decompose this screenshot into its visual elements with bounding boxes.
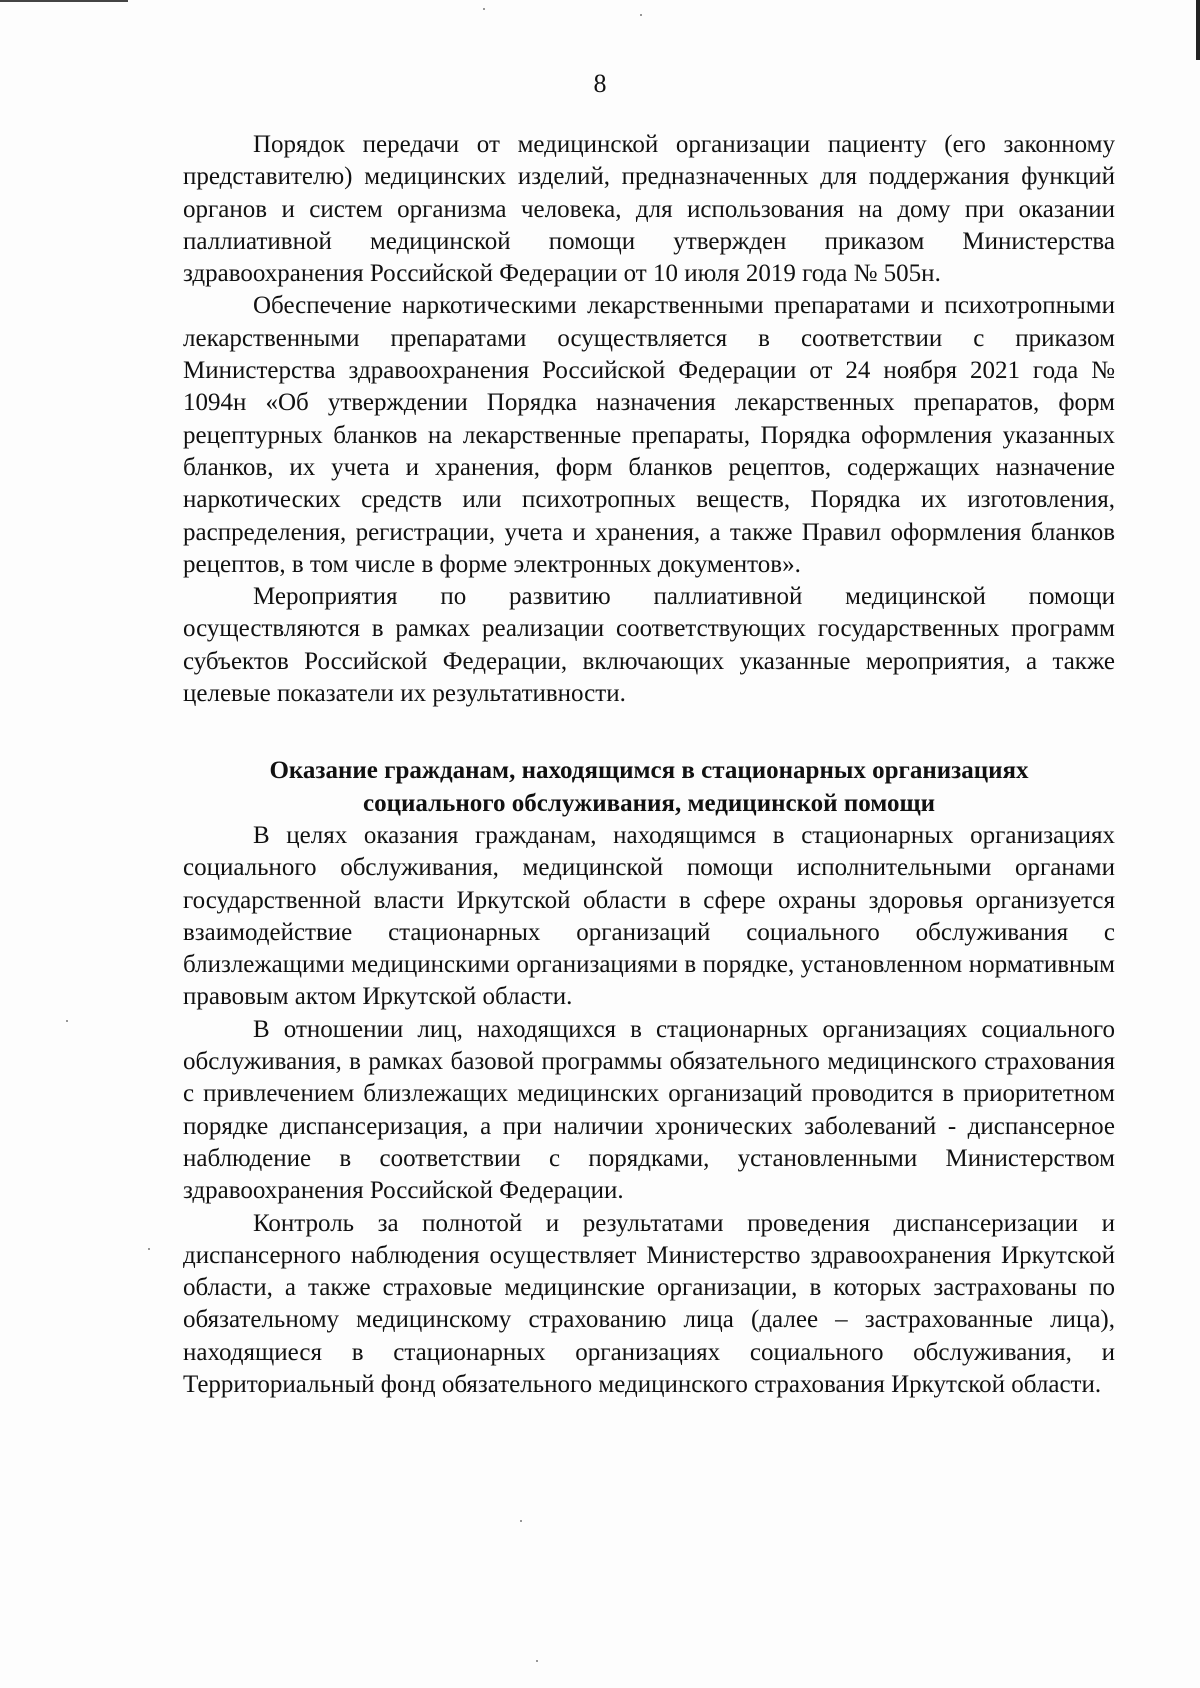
scan-speck (536, 1660, 538, 1662)
section-heading (183, 755, 1115, 820)
page-number: 8 (593, 69, 607, 98)
scan-speck (483, 8, 485, 10)
scan-speck (520, 1520, 522, 1522)
scan-speck (148, 1248, 150, 1250)
paragraph-control: Контроль за полнотой и результатами проведения диспансеризации и диспансерного наблюдения осуществляет Министерство здравоохранения Иркутской области, а также страховые медицинские организации, в которых застрахованы по обязательному медицинскому страхованию лица (далее – застрахованные лица), находящиеся в стационарных организациях социального обслуживания, и Территориальный фонд обязательного медицинского страхования Иркутской области. (183, 1209, 1115, 1398)
section-heading-line-1: Оказание гражданам, находящимся в стационарных организациях (269, 757, 1029, 785)
paragraph-dispensarization: В отношении лиц, находящихся в стационарных организациях социального обслуживания, в рамках базовой программы обязательного медицинского страхования с привлечением близлежащих медицинских организаций проводится в приоритетном порядке диспансеризация, а при наличии хронических заболеваний - диспансерное наблюдение в соответствии с порядками, установленными Министерством здравоохранения Российской Федерации. (183, 1015, 1115, 1205)
scan-speck (66, 1020, 68, 1022)
section-heading-line-2: социального обслуживания, медицинской помощи (363, 789, 935, 817)
scan-edge-mark (1196, 0, 1200, 60)
paragraph-palliative-measures: Мероприятия по развитию паллиативной медицинской помощи осуществляются в рамках реализации соответствующих государственных программ субъектов Российской Федерации, включающих указанные мероприятия, а также целевые показатели их результативности. (183, 583, 1115, 708)
paragraph-medical-devices: Порядок передачи от медицинской организации пациенту (его законному представителю) медицинских изделий, предназначенных для поддержания функций органов и систем организма человека, для использования на дому при оказании паллиативной медицинской помощи утвержден приказом Министерства здравоохранения Российской Федерации от 10 июля 2019 года № 505н. (183, 131, 1115, 288)
paragraph-social-care-interaction: В целях оказания гражданам, находящимся в стационарных организациях социального обслуживания, медицинской помощи исполнительными органами государственной власти Иркутской области в сфере охраны здоровья организуется взаимодействие стационарных организаций социального обслуживания с близлежащими медицинскими организациями в порядке, установленном нормативным правовым актом Иркутской области. (183, 821, 1115, 1011)
paragraph-narcotic-drugs: Обеспечение наркотическими лекарственными препаратами и психотропными лекарственными препаратами осуществляется в соответствии с приказом Министерства здравоохранения Российской Федерации от 24 ноября 2021 года № 1094н «Об утверждении Порядка назначения лекарственных препаратов, форм рецептурных бланков на лекарственные препараты, Порядка оформления указанных бланков, их учета и хранения, форм бланков рецептов, содержащих назначение наркотических средств или психотропных веществ, Порядка их изготовления, распределения, регистрации, учета и хранения, а также Правил оформления бланков рецептов, в том числе в форме электронных документов». (183, 292, 1115, 578)
document-body (183, 129, 1115, 1401)
scan-edge-line (0, 0, 128, 2)
scan-speck (640, 14, 642, 16)
